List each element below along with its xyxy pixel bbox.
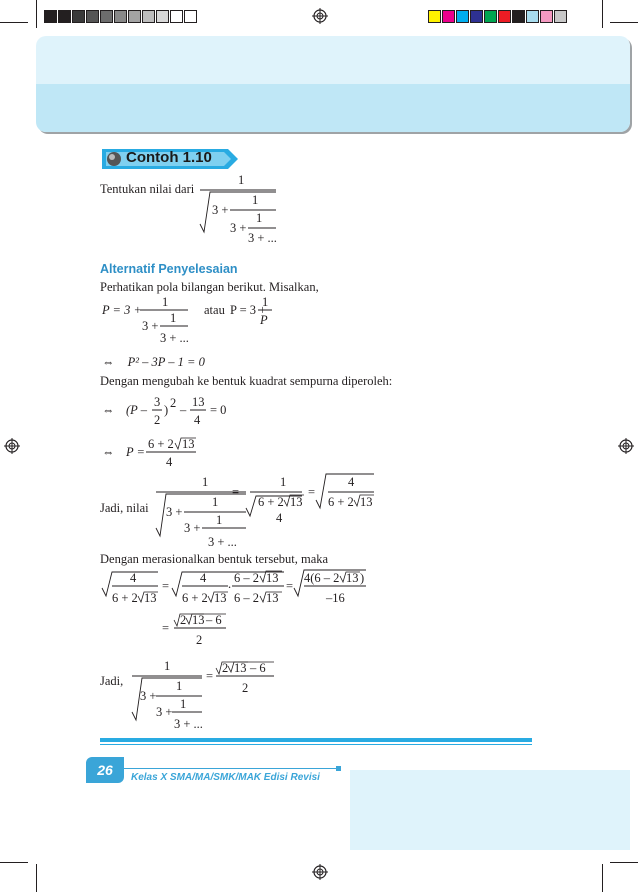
svg-text:=: = xyxy=(308,485,316,499)
svg-text:.: . xyxy=(228,577,232,591)
svg-text:13: 13 xyxy=(360,495,373,509)
svg-text:⇔: ⇔ xyxy=(102,403,115,417)
svg-text:3 +: 3 + xyxy=(156,705,173,719)
svg-text:⇔: ⇔ xyxy=(102,445,115,459)
footer-underline xyxy=(124,768,338,769)
svg-text:1: 1 xyxy=(180,697,187,711)
svg-text:6 + 2: 6 + 2 xyxy=(182,591,208,605)
svg-text:1: 1 xyxy=(252,193,259,207)
svg-text:– 6: – 6 xyxy=(250,661,266,675)
svg-text:1: 1 xyxy=(262,295,269,309)
svg-text:3 + ...: 3 + ... xyxy=(160,331,189,345)
svg-text:=: = xyxy=(162,621,170,635)
svg-text:2: 2 xyxy=(196,633,203,647)
svg-text:13: 13 xyxy=(144,591,157,605)
svg-text:1: 1 xyxy=(238,173,245,187)
svg-text:P =: P = xyxy=(126,445,145,459)
svg-text:1: 1 xyxy=(212,495,219,509)
crop-mark xyxy=(602,864,603,892)
svg-text:13: 13 xyxy=(266,571,279,585)
svg-text:): ) xyxy=(360,571,365,585)
book-title: Kelas X SMA/MA/SMK/MAK Edisi Revisi xyxy=(131,772,320,783)
footer-divider xyxy=(100,738,532,742)
svg-text:6 + 2: 6 + 2 xyxy=(112,591,138,605)
svg-text:6 – 2: 6 – 2 xyxy=(234,591,259,605)
svg-text:13: 13 xyxy=(346,571,359,585)
svg-text:1: 1 xyxy=(280,475,287,489)
svg-text:1: 1 xyxy=(170,311,177,325)
footer-dot xyxy=(336,766,341,771)
svg-text:4: 4 xyxy=(166,455,173,469)
page-number: 26 xyxy=(86,757,124,783)
svg-text:4: 4 xyxy=(130,571,137,585)
svg-text:6 + 2: 6 + 2 xyxy=(328,495,354,509)
svg-text:2: 2 xyxy=(180,613,187,627)
example-badge xyxy=(100,147,240,171)
svg-text:2: 2 xyxy=(242,681,249,695)
svg-text:3 + ...: 3 + ... xyxy=(174,717,203,731)
svg-text:3 +: 3 + xyxy=(212,203,229,217)
registration-mark-icon xyxy=(312,8,328,24)
rationalize-text: Dengan merasionalkan bentuk tersebut, maka xyxy=(100,552,329,566)
svg-text:): ) xyxy=(164,403,169,417)
svg-text:3 + ...: 3 + ... xyxy=(248,231,277,245)
example-label: Contoh 1.10 xyxy=(126,149,212,166)
header-banner-top xyxy=(36,36,630,84)
registration-mark-icon xyxy=(312,864,328,880)
crop-mark xyxy=(610,22,638,23)
svg-text:(P –: (P – xyxy=(126,403,147,417)
question-continued-fraction xyxy=(196,172,286,244)
svg-text:atau: atau xyxy=(204,303,225,317)
svg-text:3 +: 3 + xyxy=(184,521,201,535)
quadratic-equation: P² – 3P – 1 = 0 xyxy=(127,355,205,369)
svg-text:1: 1 xyxy=(164,659,171,673)
svg-text:4: 4 xyxy=(194,413,201,427)
jadi-nilai-text: Jadi, nilai xyxy=(100,501,149,515)
registration-mark-icon xyxy=(4,438,20,454)
svg-text:6 – 2: 6 – 2 xyxy=(234,571,259,585)
svg-text:3 + ...: 3 + ... xyxy=(208,535,237,549)
svg-text:3 +: 3 + xyxy=(142,319,159,333)
svg-text:3 +: 3 + xyxy=(140,689,157,703)
svg-text:1: 1 xyxy=(176,679,183,693)
svg-text:1: 1 xyxy=(202,475,209,489)
crop-mark xyxy=(36,864,37,892)
crop-mark xyxy=(0,862,28,863)
simplified-result xyxy=(160,610,240,650)
svg-text:–16: –16 xyxy=(326,591,345,605)
svg-text:4: 4 xyxy=(276,511,283,525)
svg-text:2: 2 xyxy=(222,661,229,675)
svg-text:6 + 2: 6 + 2 xyxy=(148,437,174,451)
p-solution-formula xyxy=(100,436,220,470)
svg-text:3 +: 3 + xyxy=(230,221,247,235)
registration-mark-icon xyxy=(618,438,634,454)
svg-text:4(6 – 2: 4(6 – 2 xyxy=(304,571,340,585)
color-bar xyxy=(428,10,568,23)
crop-mark xyxy=(0,22,28,23)
complete-square-text: Dengan mengubah ke bentuk kuadrat sempurna diperoleh: xyxy=(100,374,393,388)
p-definition-formula xyxy=(100,296,280,344)
equivalence-1 xyxy=(102,355,205,370)
equiv-icon: ⇔ xyxy=(102,355,115,369)
crop-mark xyxy=(610,862,638,863)
svg-text:2: 2 xyxy=(170,396,177,410)
jadi-text: Jadi, xyxy=(100,674,124,688)
svg-text:= 0: = 0 xyxy=(210,403,227,417)
svg-text:13: 13 xyxy=(182,437,195,451)
header-banner-bottom xyxy=(36,84,630,132)
svg-text:– 6: – 6 xyxy=(206,613,222,627)
footer-divider-thin xyxy=(100,744,532,745)
rationalization-formula xyxy=(100,568,370,608)
svg-text:13: 13 xyxy=(234,661,247,675)
svg-text:4: 4 xyxy=(200,571,207,585)
svg-text:P = 3 +: P = 3 + xyxy=(230,303,267,317)
svg-text:1: 1 xyxy=(216,513,223,527)
completed-square-formula xyxy=(100,394,280,430)
grayscale-bar xyxy=(44,10,198,23)
question-text: Tentukan nilai dari xyxy=(100,182,195,196)
crop-mark xyxy=(602,0,603,28)
crop-mark xyxy=(36,0,37,28)
svg-text:1: 1 xyxy=(162,295,169,309)
svg-text:2: 2 xyxy=(154,413,161,427)
solution-intro: Perhatikan pola bilangan berikut. Misalkan, xyxy=(100,280,319,294)
svg-text:=: = xyxy=(232,485,240,499)
svg-text:4: 4 xyxy=(348,475,355,489)
svg-text:3 +: 3 + xyxy=(166,505,183,519)
svg-text:=: = xyxy=(206,669,214,683)
svg-text:13: 13 xyxy=(192,613,205,627)
svg-text:13: 13 xyxy=(214,591,227,605)
svg-text:=: = xyxy=(162,579,170,593)
svg-text:13: 13 xyxy=(192,395,205,409)
svg-text:1: 1 xyxy=(256,211,263,225)
svg-text:=: = xyxy=(286,579,294,593)
svg-text:P = 3 +: P = 3 + xyxy=(102,303,142,317)
svg-text:3: 3 xyxy=(154,395,161,409)
solution-heading: Alternatif Penyelesaian xyxy=(100,262,238,276)
svg-text:–: – xyxy=(180,403,187,417)
svg-text:13: 13 xyxy=(290,495,303,509)
svg-text:13: 13 xyxy=(266,591,279,605)
footer-decoration xyxy=(350,770,630,850)
header-banner xyxy=(36,36,630,132)
final-result-formula xyxy=(128,658,288,732)
svg-text:P: P xyxy=(260,313,268,327)
jadi-nilai-formula xyxy=(152,472,382,548)
svg-text:6 + 2: 6 + 2 xyxy=(258,495,284,509)
